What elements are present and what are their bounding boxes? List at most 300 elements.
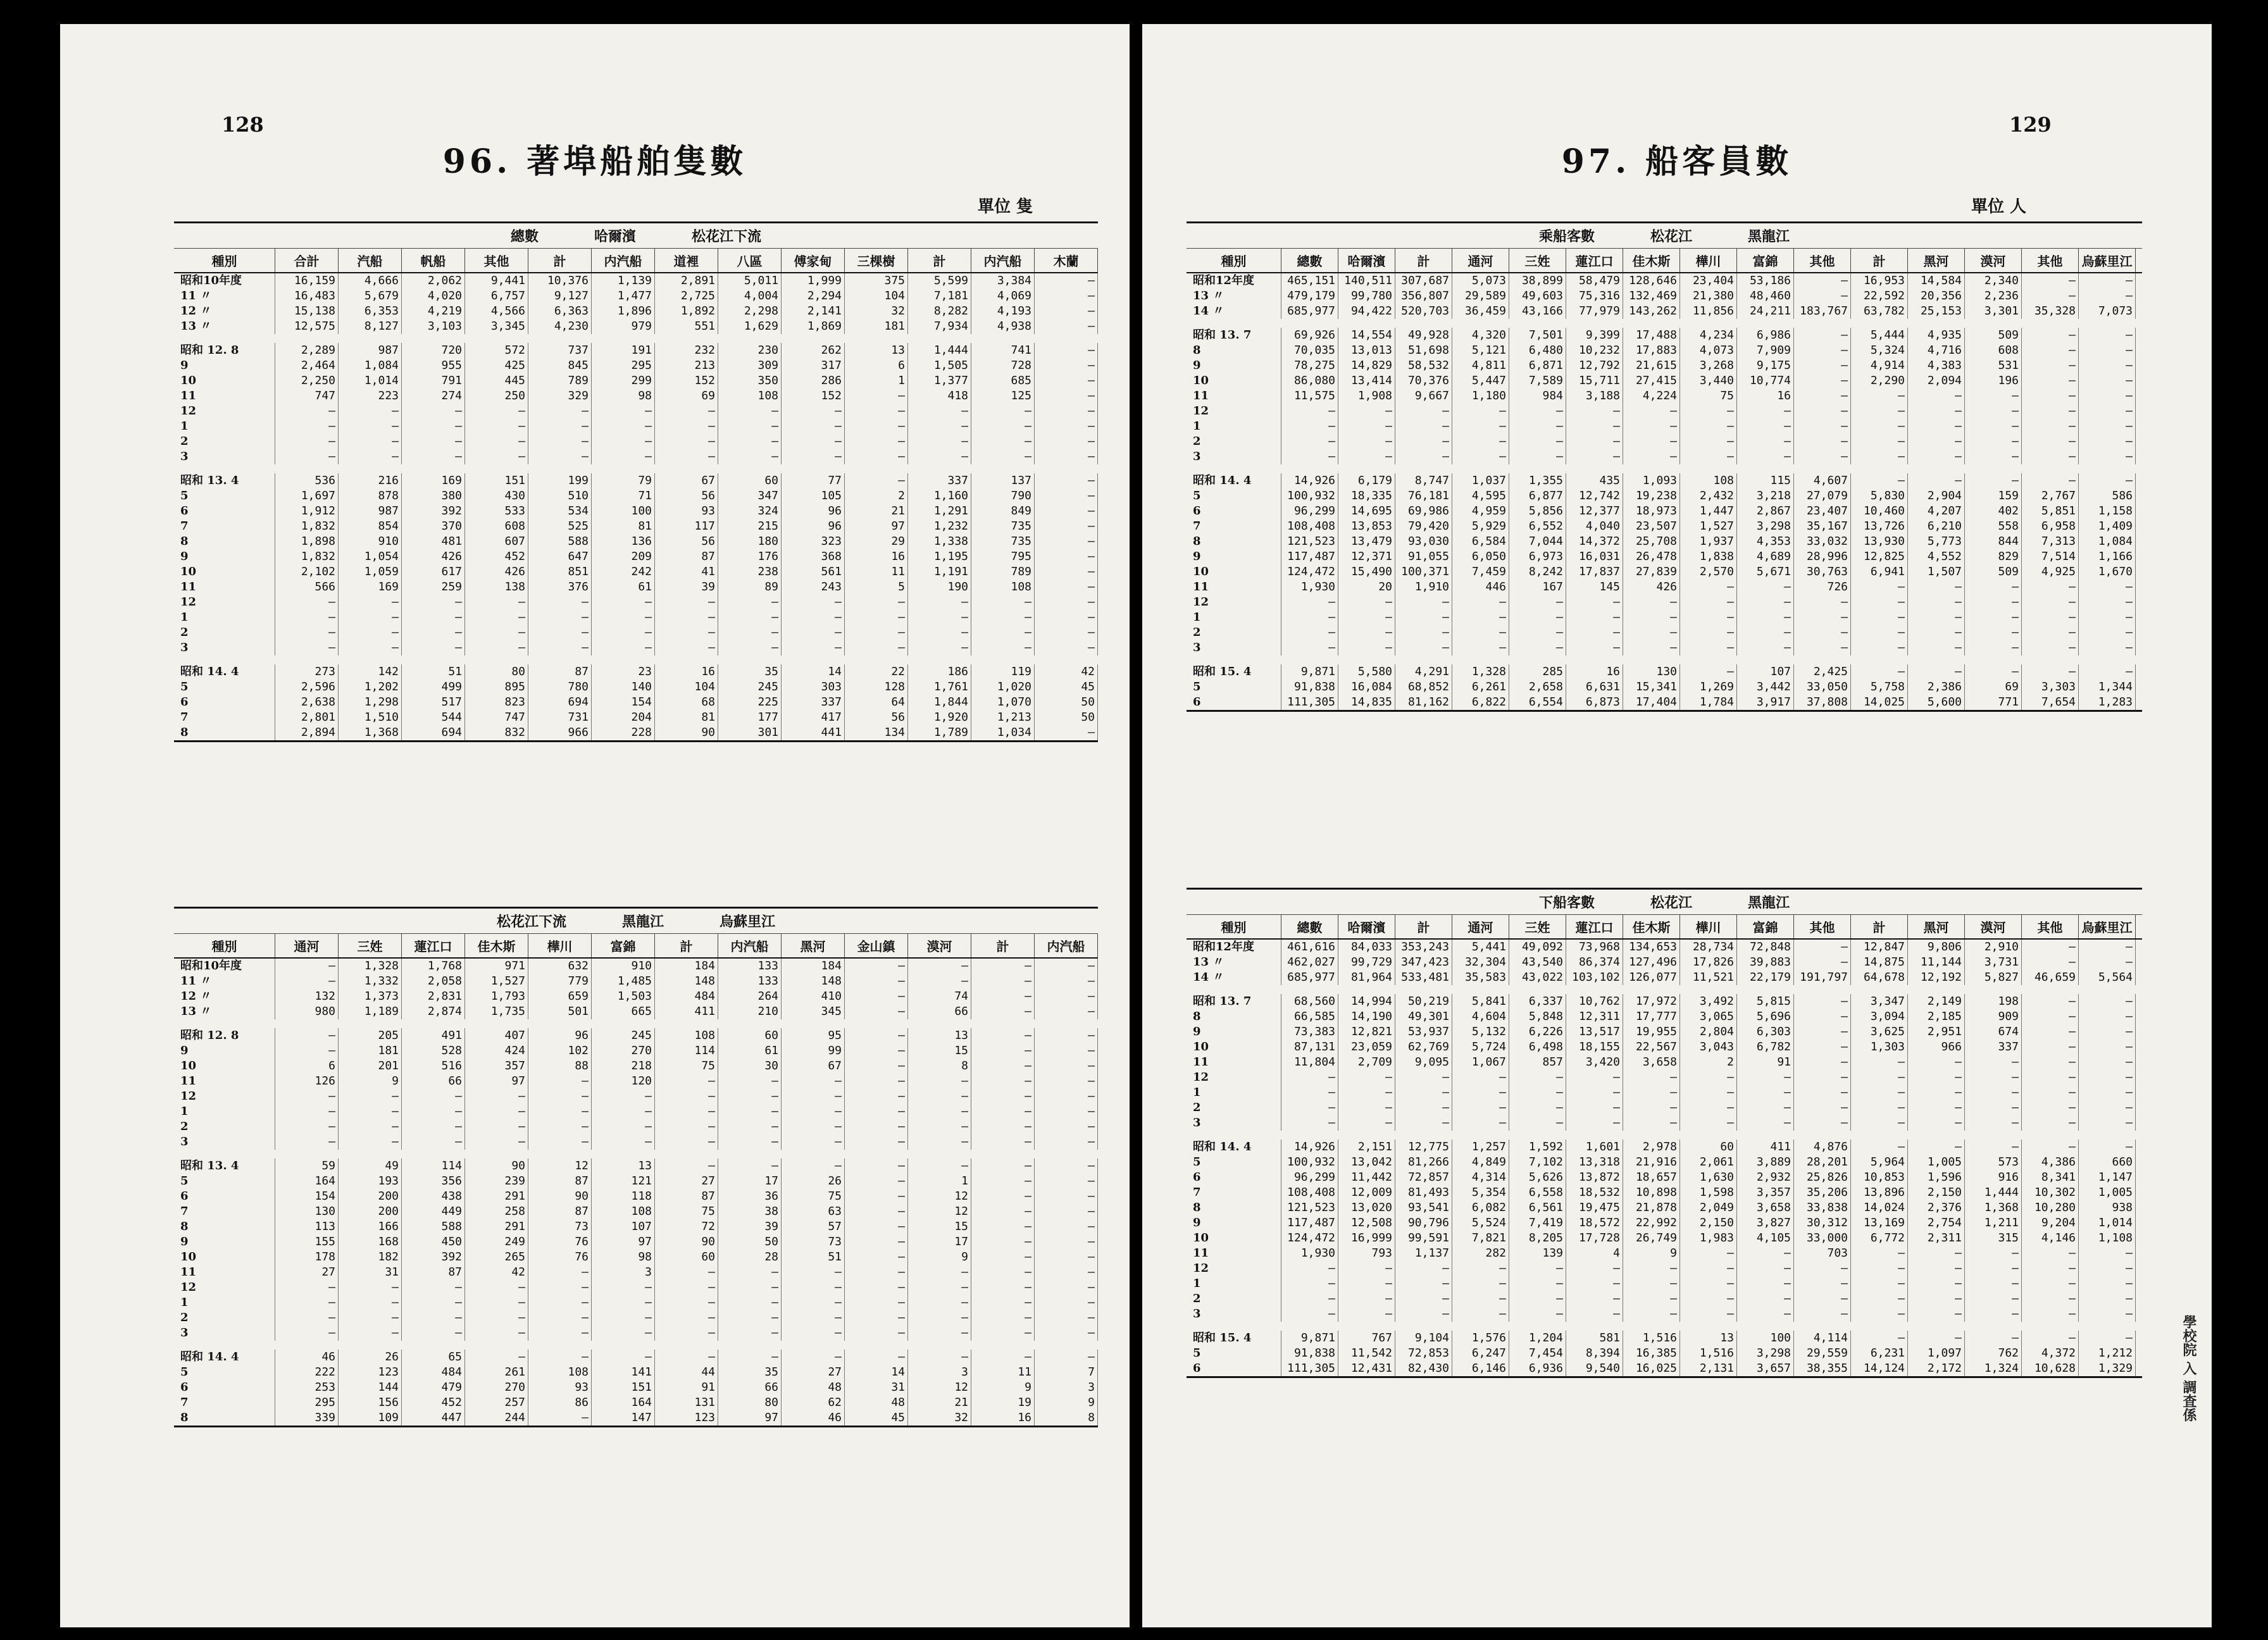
row-label: 11	[174, 1074, 275, 1089]
column-header: 金山鎮	[845, 934, 908, 957]
table-row	[1187, 328, 2142, 343]
table-cell: 35,206	[1794, 1185, 1851, 1200]
table-cell: 14,875	[1851, 955, 1908, 970]
table-cell: 345	[782, 1004, 845, 1019]
table-row	[174, 1043, 1098, 1059]
table-row	[174, 434, 1098, 449]
table-cell: 180	[718, 534, 782, 549]
column-header: 總數	[1281, 915, 1338, 938]
table-cell: —	[275, 959, 339, 974]
table-cell: 2,867	[1737, 504, 1794, 519]
table-cell: 1,332	[339, 974, 402, 989]
table-cell: 1,213	[971, 710, 1035, 725]
table-cell: —	[908, 1119, 971, 1134]
table-row	[1187, 680, 2142, 695]
table-cell: 3,298	[1737, 519, 1794, 534]
table-cell: 123	[655, 1410, 718, 1426]
table-row	[1187, 473, 2142, 488]
table-cell: 4,689	[1737, 549, 1794, 564]
table-cell: 1,505	[908, 358, 971, 373]
table-cell: 6,936	[1509, 1361, 1566, 1376]
table-cell: —	[528, 1295, 592, 1310]
table-row	[174, 1104, 1098, 1119]
table-cell: —	[1965, 473, 2022, 488]
table-cell: —	[2079, 994, 2136, 1009]
table-row	[1187, 1331, 2142, 1346]
table-cell: —	[2022, 595, 2079, 610]
column-header: 内汽船	[1035, 934, 1098, 957]
table-cell: —	[908, 640, 971, 655]
table-cell: —	[465, 1089, 528, 1104]
table-cell: 10,280	[2022, 1200, 2079, 1215]
table-cell: —	[2079, 1024, 2136, 1040]
table-cell: 1,832	[275, 549, 339, 564]
table-cell: —	[971, 1134, 1035, 1150]
table-cell: 1,269	[1680, 680, 1737, 695]
table-cell: 5,011	[718, 273, 782, 289]
table-cell: 6,941	[1851, 564, 1908, 580]
left-unit: 單位 隻	[978, 197, 1033, 216]
table-cell: 525	[528, 519, 592, 534]
column-header: 其他	[2022, 249, 2079, 272]
table-cell: —	[465, 419, 528, 434]
table-cell: —	[1737, 625, 1794, 640]
row-label: 1	[174, 1104, 275, 1119]
table-cell: —	[1035, 1310, 1098, 1326]
table-cell: 407	[465, 1028, 528, 1043]
table-cell: 87	[655, 1189, 718, 1204]
table-cell: —	[1851, 610, 1908, 625]
table-cell: 4,207	[1908, 504, 1965, 519]
table-cell: 2,709	[1338, 1055, 1395, 1070]
table-cell: 90	[528, 1189, 592, 1204]
table-cell: 4,849	[1452, 1155, 1509, 1170]
row-label: 9	[174, 1234, 275, 1250]
row-label: 7	[174, 1204, 275, 1219]
table-cell: 916	[1965, 1170, 2022, 1185]
table-cell: 126,077	[1623, 970, 1680, 985]
table-cell: 2,150	[1908, 1185, 1965, 1200]
column-header: 漠河	[1965, 915, 2022, 938]
table-cell: 48,460	[1737, 289, 1794, 304]
column-header: 黑河	[1908, 249, 1965, 272]
table-cell: 2,061	[1680, 1155, 1737, 1170]
table-cell: 1,329	[2079, 1361, 2136, 1376]
table-cell: 8,242	[1509, 564, 1566, 580]
row-label: 12	[174, 1280, 275, 1295]
table-cell: —	[1509, 1070, 1566, 1085]
table-cell: —	[1035, 434, 1098, 449]
table-cell: 28,201	[1794, 1155, 1851, 1170]
column-header: 蓮江口	[1566, 915, 1623, 938]
row-label: 7	[1187, 519, 1281, 534]
table-cell: —	[1035, 373, 1098, 388]
table-cell: —	[1965, 580, 2022, 595]
table-cell: —	[1035, 289, 1098, 304]
table-cell: —	[1794, 434, 1851, 449]
table-cell: —	[971, 974, 1035, 989]
table-cell: —	[1851, 1140, 1908, 1155]
table-cell: —	[2022, 473, 2079, 488]
table-cell: 6,261	[1452, 680, 1509, 695]
table-cell: 447	[402, 1410, 465, 1426]
table-cell: 100,932	[1281, 488, 1338, 504]
table-cell: —	[2079, 328, 2136, 343]
table-cell: —	[655, 1104, 718, 1119]
column-header: 其他	[1794, 915, 1851, 938]
table-cell: 6,498	[1509, 1040, 1566, 1055]
table-cell: 91	[1737, 1055, 1794, 1070]
table-cell: 16,159	[275, 273, 339, 289]
table-cell: 2,290	[1851, 373, 1908, 388]
table-cell: —	[465, 1134, 528, 1150]
table-cell: —	[2079, 580, 2136, 595]
table-cell: —	[2079, 473, 2136, 488]
table-cell: 97	[592, 1234, 655, 1250]
table-cell: 4,383	[1908, 358, 1965, 373]
table-cell: 9,204	[2022, 1215, 2079, 1231]
table-cell: —	[2022, 449, 2079, 464]
table-cell: —	[465, 1350, 528, 1365]
table-cell: 90	[655, 725, 718, 740]
table-cell: 12,009	[1338, 1185, 1395, 1200]
table-cell: 380	[402, 488, 465, 504]
table-cell: —	[1794, 625, 1851, 640]
table-cell: —	[971, 1295, 1035, 1310]
table-cell: 665	[592, 1004, 655, 1019]
table-cell: —	[2022, 580, 2079, 595]
table-cell: 3,827	[1737, 1215, 1794, 1231]
table-cell: —	[2079, 273, 2136, 289]
table-cell: —	[465, 1295, 528, 1310]
table-cell: 270	[592, 1043, 655, 1059]
table-cell: —	[1623, 1070, 1680, 1085]
column-header: 種別	[174, 249, 275, 272]
table-cell: —	[1566, 1100, 1623, 1115]
table-cell: 531	[1965, 358, 2022, 373]
table-cell: 2,725	[655, 289, 718, 304]
table-cell: 61	[592, 580, 655, 595]
row-label: 6	[1187, 695, 1281, 710]
table-cell: —	[1395, 1291, 1452, 1307]
table-cell: 4,938	[971, 319, 1035, 334]
table-cell: 4,666	[339, 273, 402, 289]
table-cell: —	[528, 1310, 592, 1326]
table-cell: 13	[845, 343, 908, 358]
table-cell: —	[1566, 1276, 1623, 1291]
row-label: 9	[1187, 549, 1281, 564]
table-cell: —	[1680, 610, 1737, 625]
table-cell: 43,540	[1509, 955, 1566, 970]
table-cell: —	[845, 1074, 908, 1089]
table-cell: 169	[402, 473, 465, 488]
table-cell: —	[1281, 1261, 1338, 1276]
table-cell: 45	[1035, 680, 1098, 695]
table-cell: 178	[275, 1250, 339, 1265]
table-cell: —	[1395, 404, 1452, 419]
table-cell: 3,043	[1680, 1040, 1737, 1055]
table-cell: —	[908, 1326, 971, 1341]
table-cell: —	[1035, 1028, 1098, 1043]
table-cell: —	[782, 404, 845, 419]
table-cell: —	[2022, 1307, 2079, 1322]
row-label: 3	[174, 640, 275, 655]
table-row	[1187, 1024, 2142, 1040]
table-row	[174, 1350, 1098, 1365]
table-row	[174, 1089, 1098, 1104]
table-cell: 6,082	[1452, 1200, 1509, 1215]
table-cell: —	[1452, 1307, 1509, 1322]
table-cell: 1,303	[1851, 1040, 1908, 1055]
table-cell: 2,386	[1908, 680, 1965, 695]
table-cell: 17,826	[1680, 955, 1737, 970]
table-cell: 1,257	[1452, 1140, 1509, 1155]
table-cell: —	[782, 1350, 845, 1365]
table-row	[174, 710, 1098, 725]
table-cell: 10,628	[2022, 1361, 2079, 1376]
table-cell: 481	[402, 534, 465, 549]
table-cell: 1,447	[1680, 504, 1737, 519]
table-cell: —	[1908, 610, 1965, 625]
table-cell: 3,103	[402, 319, 465, 334]
table-cell: 68	[655, 695, 718, 710]
table-cell: 12,508	[1338, 1215, 1395, 1231]
table-cell: —	[971, 1234, 1035, 1250]
table-row	[1187, 388, 2142, 404]
table-cell: 70,035	[1281, 343, 1338, 358]
table-cell: —	[339, 449, 402, 464]
table-cell: —	[1737, 1115, 1794, 1131]
table-cell: 79,420	[1395, 519, 1452, 534]
table-cell: 35	[718, 1365, 782, 1380]
table-cell: 201	[339, 1059, 402, 1074]
table-row	[174, 488, 1098, 504]
table-cell: —	[275, 419, 339, 434]
table-cell: 81,493	[1395, 1185, 1452, 1200]
table-cell: —	[339, 404, 402, 419]
table-cell: 93	[528, 1380, 592, 1395]
table-cell: —	[2022, 404, 2079, 419]
table-cell: 10,762	[1566, 994, 1623, 1009]
row-label: 昭和 12. 8	[174, 343, 275, 358]
table-cell: 91	[655, 1380, 718, 1395]
table-cell: —	[528, 625, 592, 640]
table-cell: 259	[402, 580, 465, 595]
row-label: 5	[174, 1365, 275, 1380]
table-cell: 137	[971, 473, 1035, 488]
row-label: 6	[1187, 504, 1281, 519]
table-cell: 1,629	[718, 319, 782, 334]
table-cell: —	[2022, 640, 2079, 655]
table-cell: 461,616	[1281, 940, 1338, 955]
table-cell: 315	[1965, 1231, 2022, 1246]
table-cell: 22,179	[1737, 970, 1794, 985]
table-cell: 3,094	[1851, 1009, 1908, 1024]
table-cell: 17	[718, 1174, 782, 1189]
table-cell: —	[528, 1089, 592, 1104]
table-cell: 49	[339, 1159, 402, 1174]
table-cell: —	[1035, 1074, 1098, 1089]
table-cell: 3,268	[1680, 358, 1737, 373]
table-cell: —	[2022, 1261, 2079, 1276]
table-cell: —	[1566, 1307, 1623, 1322]
table-cell: —	[971, 434, 1035, 449]
table-cell: 9,095	[1395, 1055, 1452, 1070]
table-cell: —	[718, 1104, 782, 1119]
table-cell: 581	[1566, 1331, 1623, 1346]
table-cell: 7,102	[1509, 1155, 1566, 1170]
row-label: 5	[1187, 488, 1281, 504]
table-cell: 1,283	[2079, 695, 2136, 710]
table-cell: —	[1035, 1119, 1098, 1134]
table-cell: 147	[592, 1410, 655, 1426]
table-cell: 77,979	[1566, 304, 1623, 319]
table-cell: —	[1623, 419, 1680, 434]
table-cell: 5,564	[2079, 970, 2136, 985]
table-cell: 121,523	[1281, 1200, 1338, 1215]
table-cell: 356	[402, 1174, 465, 1189]
table-cell: 87	[528, 1174, 592, 1189]
table-cell: 16	[971, 1410, 1035, 1426]
table-cell: —	[1452, 1276, 1509, 1291]
table-cell: 4,811	[1452, 358, 1509, 373]
row-label: 10	[1187, 1231, 1281, 1246]
row-label: 5	[1187, 1346, 1281, 1361]
left-page	[60, 24, 1130, 1627]
table-cell: —	[1395, 449, 1452, 464]
table-cell: 99,780	[1338, 289, 1395, 304]
table-row	[174, 1074, 1098, 1089]
table-cell: 6,231	[1851, 1346, 1908, 1361]
table-cell: —	[782, 1310, 845, 1326]
table-cell: 14,025	[1851, 695, 1908, 710]
table-cell: 2,058	[402, 974, 465, 989]
table-cell: 66,585	[1281, 1009, 1338, 1024]
table-row	[1187, 534, 2142, 549]
table-cell: —	[1794, 404, 1851, 419]
row-label: 12	[1187, 404, 1281, 419]
table-cell: 1,444	[908, 343, 971, 358]
table-cell: —	[1509, 595, 1566, 610]
table-cell: 216	[339, 473, 402, 488]
table-cell: 2,185	[1908, 1009, 1965, 1024]
table-cell: —	[1035, 989, 1098, 1004]
table-cell: —	[655, 1280, 718, 1295]
table-cell: —	[1395, 1307, 1452, 1322]
table-cell: —	[275, 595, 339, 610]
right-unit: 單位 人	[1971, 197, 2027, 216]
table-cell: 80	[718, 1395, 782, 1410]
table-cell: 273	[275, 664, 339, 680]
table-cell: 6,226	[1509, 1024, 1566, 1040]
table-row	[1187, 449, 2142, 464]
table-cell: —	[782, 419, 845, 434]
table-cell: 17,728	[1566, 1231, 1623, 1246]
table-row	[1187, 488, 2142, 504]
table-cell: —	[2022, 343, 2079, 358]
table-cell: 7,589	[1509, 373, 1566, 388]
table-cell: 45	[845, 1410, 908, 1426]
table-cell: —	[908, 404, 971, 419]
table-cell: —	[528, 595, 592, 610]
table-cell: —	[1965, 419, 2022, 434]
row-label: 10	[1187, 1040, 1281, 1055]
table-cell: —	[845, 1219, 908, 1234]
table-cell: 94,422	[1338, 304, 1395, 319]
table-cell: —	[2079, 595, 2136, 610]
column-header: 傅家甸	[782, 249, 845, 272]
table-cell: —	[1851, 1115, 1908, 1131]
table-cell: —	[2022, 328, 2079, 343]
table-cell: —	[2022, 273, 2079, 289]
table-cell: —	[465, 1104, 528, 1119]
table-cell: 1,832	[275, 519, 339, 534]
table-cell: 1,139	[592, 273, 655, 289]
table-cell: 16,483	[275, 289, 339, 304]
table-cell: —	[655, 1074, 718, 1089]
table-cell: —	[845, 1028, 908, 1043]
table-cell: 28	[718, 1250, 782, 1265]
table-cell: —	[2022, 1115, 2079, 1131]
table-cell: —	[971, 959, 1035, 974]
table-cell: —	[1965, 1070, 2022, 1085]
table-cell: 7,654	[2022, 695, 2079, 710]
table-cell: —	[592, 1295, 655, 1310]
table-cell: —	[908, 1134, 971, 1150]
table-cell: 10,232	[1566, 343, 1623, 358]
table-cell: —	[1395, 625, 1452, 640]
table-cell: —	[2079, 1115, 2136, 1131]
table-cell: 851	[528, 564, 592, 580]
table-cell: —	[845, 1350, 908, 1365]
row-label: 5	[1187, 1155, 1281, 1170]
table-cell: 1,937	[1680, 534, 1737, 549]
table-cell: 1,137	[1395, 1246, 1452, 1261]
table-cell: 2,891	[655, 273, 718, 289]
table-cell: —	[402, 419, 465, 434]
table-cell: —	[655, 1089, 718, 1104]
table-row	[174, 388, 1098, 404]
row-label: 12	[174, 1089, 275, 1104]
table-cell: 895	[465, 680, 528, 695]
table-cell: 1	[845, 373, 908, 388]
row-label: 5	[174, 488, 275, 504]
table-cell: —	[718, 1089, 782, 1104]
table-cell: 164	[275, 1174, 339, 1189]
column-header: 内汽船	[971, 249, 1035, 272]
table-cell: —	[1035, 564, 1098, 580]
table-cell: 6,782	[1737, 1040, 1794, 1055]
table-cell: —	[1035, 319, 1098, 334]
table-cell: 9,540	[1566, 1361, 1623, 1376]
table-cell: 32	[908, 1410, 971, 1426]
table-cell: —	[2079, 343, 2136, 358]
table-cell: 12	[908, 1189, 971, 1204]
table-cell: 551	[655, 319, 718, 334]
table-row	[1187, 519, 2142, 534]
table-cell: —	[2022, 1055, 2079, 1070]
table-cell: 1,108	[2079, 1231, 2136, 1246]
table-cell: 156	[339, 1395, 402, 1410]
table-cell: —	[1566, 419, 1623, 434]
table-cell: —	[1965, 1276, 2022, 1291]
table-cell: 66	[718, 1380, 782, 1395]
table-cell: —	[528, 1350, 592, 1365]
row-label: 12	[174, 595, 275, 610]
table-cell: —	[1035, 404, 1098, 419]
table-cell: 108,408	[1281, 1185, 1338, 1200]
row-label: 昭和12年度	[1187, 940, 1281, 955]
